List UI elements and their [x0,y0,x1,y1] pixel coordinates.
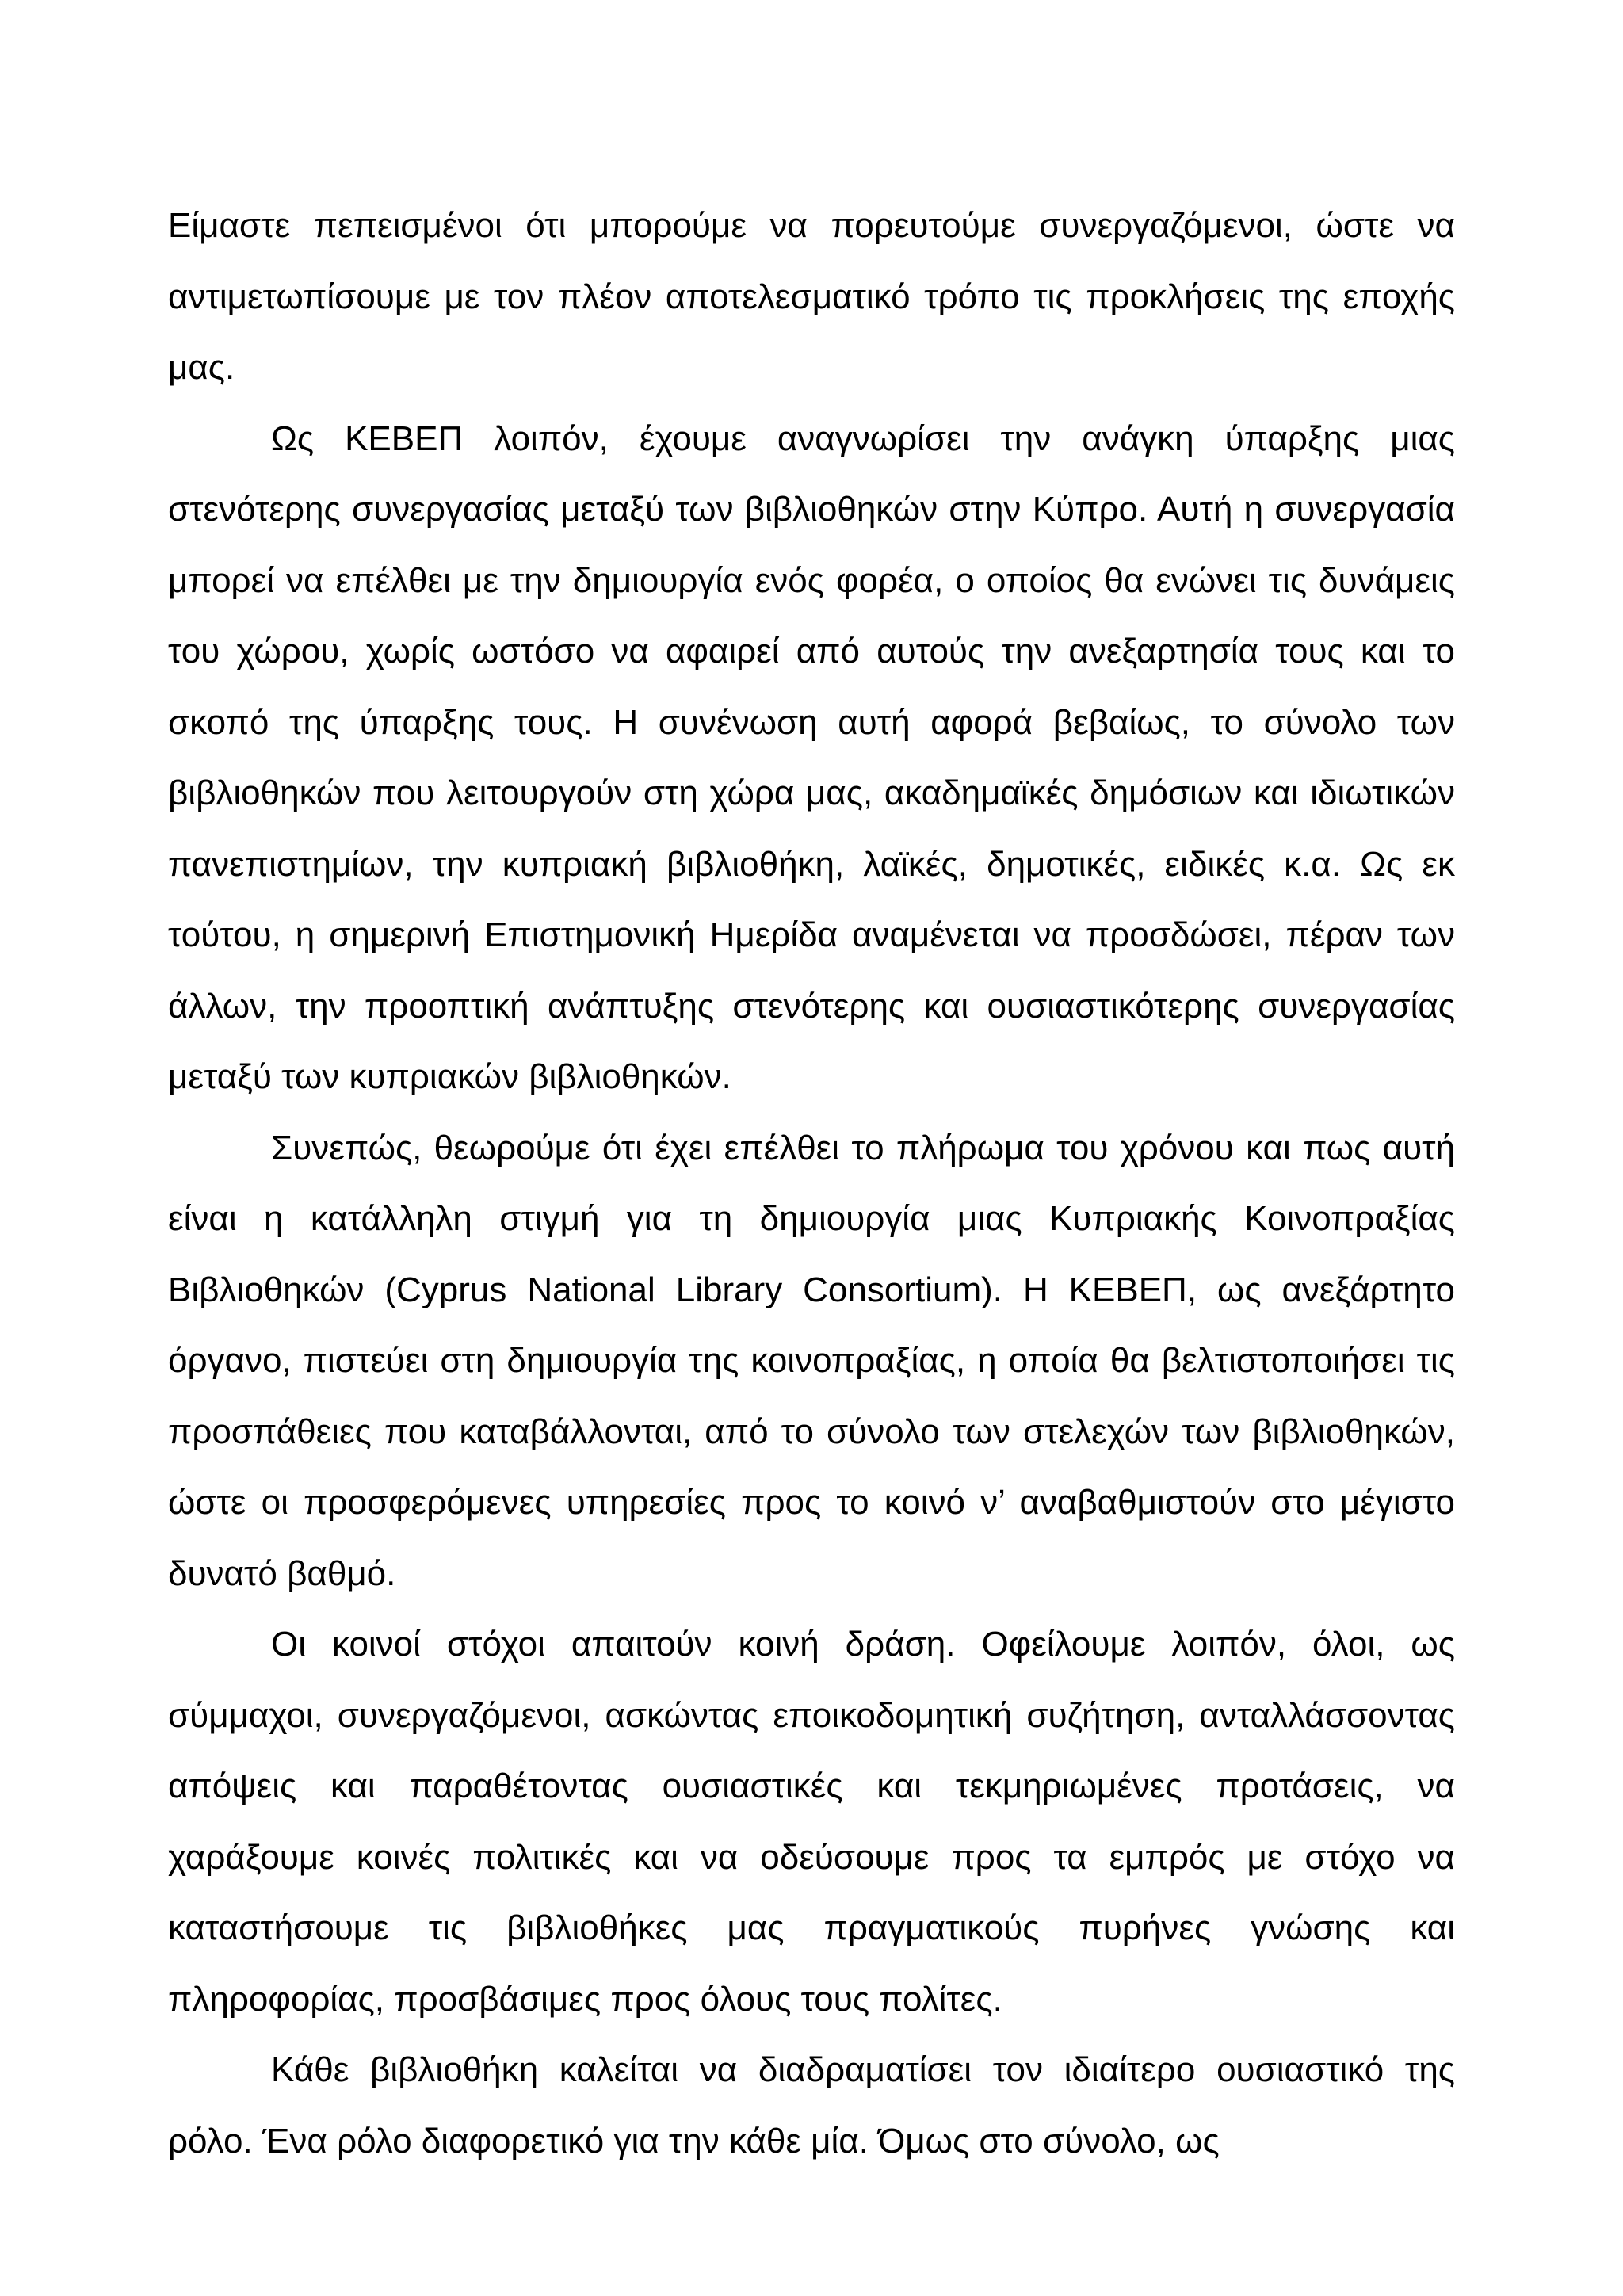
paragraph-1: Είμαστε πεπεισμένοι ότι μπορούμε να πορευτούμε συνεργαζόμενοι, ώστε να αντιμετωπίσουμε με τον πλέον αποτελεσματικό τρόπο τις προκλήσεις της εποχής μας. [168,206,1455,387]
paragraph-4: Οι κοινοί στόχοι απαιτούν κοινή δράση. Οφείλουμε λοιπόν, όλοι, ως σύμμαχοι, συνεργαζόμενοι, ασκώντας εποικοδομητική συζήτηση, ανταλλάσσοντας απόψεις και παραθέτοντας ουσιαστικές και τεκμηριωμένες προτάσεις, να χαράξουμε κοινές πολιτικές και να οδεύσουμε προς τα εμπρός με στόχο να καταστήσουμε τις βιβλιοθήκες μας πραγματικούς πυρήνες γνώσης και πληροφορίας, προσβάσιμες προς όλους τους πολίτες. [168,1625,1455,2019]
paragraph-2: Ως ΚΕΒΕΠ λοιπόν, έχουμε αναγνωρίσει την ανάγκη ύπαρξης μιας στενότερης συνεργασίας μεταξύ των βιβλιοθηκών στην Κύπρο. Αυτή η συνεργασία μπορεί να επέλθει με την δημιουργία ενός φορέα, ο οποίος θα ενώνει τις δυνάμεις του χώρου, χωρίς ωστόσο να αφαιρεί από αυτούς την ανεξαρτησία τους και το σκοπό της ύπαρξης τους. Η συνένωση αυτή αφορά βεβαίως, το σύνολο των βιβλιοθηκών που λειτουργούν στη χώρα μας, ακαδημαϊκές δημόσιων και ιδιωτικών πανεπιστημίων, την κυπριακή βιβλιοθήκη, λαϊκές, δημοτικές, ειδικές κ.α. Ως εκ τούτου, η σημερινή Επιστημονική Ημερίδα αναμένεται να προσδώσει, πέραν των άλλων, την προοπτική ανάπτυξης στενότερης και ουσιαστικότερης συνεργασίας μεταξύ των κυπριακών βιβλιοθηκών. [168,418,1455,1096]
paragraph-5: Κάθε βιβλιοθήκη καλείται να διαδραματίσει τον ιδιαίτερο ουσιαστικό της ρόλο. Ένα ρόλο διαφορετικό για την κάθε μία. Όμως στο σύνολο, ως [168,2050,1455,2160]
paragraph-3: Συνεπώς, θεωρούμε ότι έχει επέλθει το πλήρωμα του χρόνου και πως αυτή είναι η κατάλληλη στιγμή για τη δημιουργία μιας Κυπριακής Κοινοπραξίας Βιβλιοθηκών (Cyprus National Library Consortium). Η ΚΕΒΕΠ, ως ανεξάρτητο όργανο, πιστεύει στη δημιουργία της κοινοπραξίας, η οποία θα βελτιστοποιήσει τις προσπάθειες που καταβάλλονται, από το σύνολο των στελεχών των βιβλιοθηκών, ώστε οι προσφερόμενες υπηρεσίες προς το κοινό ν’ αναβαθμιστούν στο μέγιστο δυνατό βαθμό. [168,1128,1455,1593]
document-body [168,190,1455,2176]
